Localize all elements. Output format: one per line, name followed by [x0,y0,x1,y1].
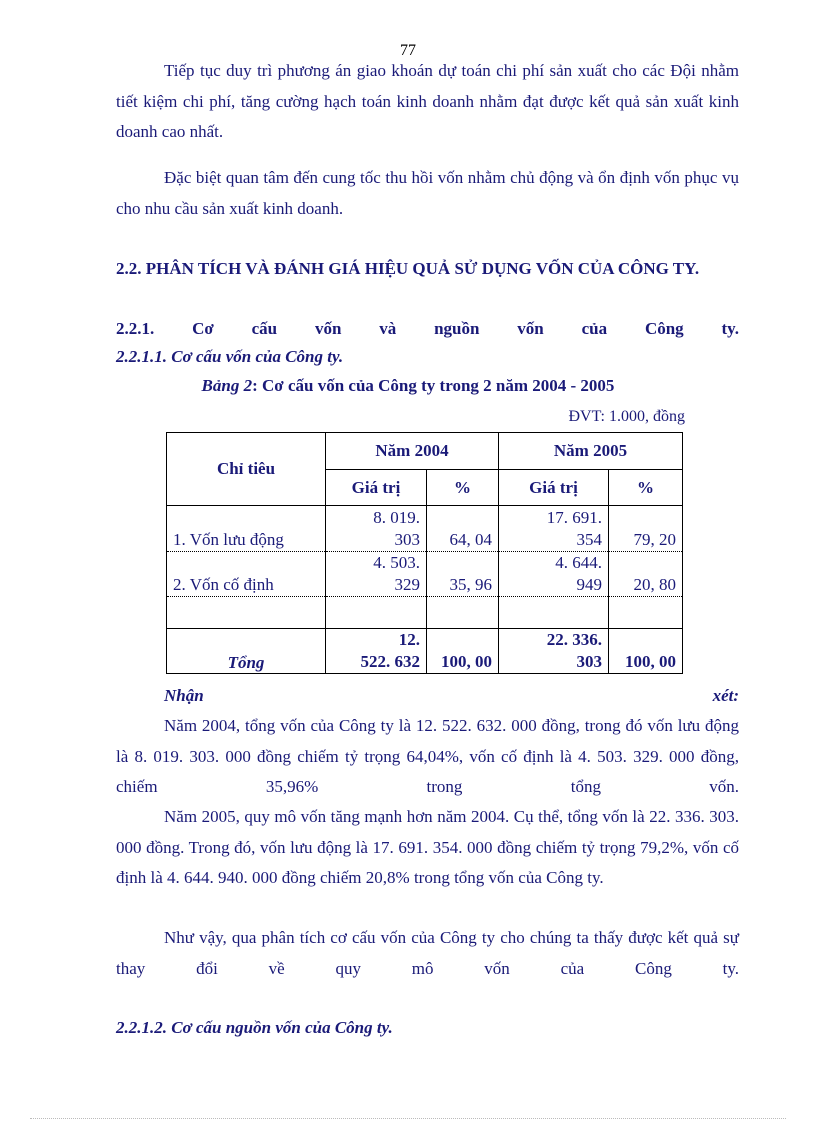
total-pct-2004: 100, 00 [427,629,499,674]
header-year-2004: Năm 2004 [326,433,499,470]
row-value-2004: 4. 503. 329 [326,552,427,597]
header-value-2004: Giá trị [326,470,427,506]
header-year-2005: Năm 2005 [499,433,683,470]
header-indicator: Chỉ tiêu [167,433,326,506]
subsection-heading: 2.2.1. Cơ cấu vốn và nguồn vốn của Công ty. [116,319,739,338]
header-value-2005: Giá trị [499,470,609,506]
total-value-2005: 22. 336. 303 [499,629,609,674]
row-pct-2004: 64, 04 [427,506,499,552]
row-pct-2004: 35, 96 [427,552,499,597]
intro-paragraph-1: Tiếp tục duy trì phương án giao khoán dự toán chi phí sản xuất cho các Đội nhằm tiết kiệm chi phí, tăng cường hạch toán kinh doanh nhằm đạt được kết quả sản xuất kinh doanh cao nhất. [116,61,739,141]
table-row [167,552,683,597]
analysis-paragraph-2: Năm 2005, quy mô vốn tăng mạnh hơn năm 2004. Cụ thể, tổng vốn là 22. 336. 303. 000 đồng. Trong đó, vốn lưu động là 17. 691. 354. 000 đồng chiếm tỷ trọng 79,2%, vốn cố định là 4. 644. 940. 000 đồng chiếm 20,8% trong tổng vốn của Công ty. [116,807,739,887]
analysis-paragraph-1: Năm 2004, tổng vốn của Công ty là 12. 522. 632. 000 đồng, trong đó vốn lưu động là 8. 019. 303. 000 đồng chiếm tỷ trọng 64,04%, vốn cố định là 4. 503. 329. 000 đồng, chiếm 35,96% trong tổng vốn. [116,716,739,796]
section-heading: 2.2. PHÂN TÍCH VÀ ĐÁNH GIÁ HIỆU QUẢ SỬ DỤNG VỐN CỦA CÔNG TY. [116,259,700,278]
table-unit: ĐVT: 1.000, đồng [568,408,685,425]
subsubsection-heading-1: 2.2.1.1. Cơ cấu vốn của Công ty. [116,347,344,366]
header-pct-2005: % [609,470,683,506]
page-bottom-divider [30,1118,786,1119]
row-pct-2005: 20, 80 [609,552,683,597]
remark-left: Nhận [164,686,204,705]
table-total-row [167,629,683,674]
remark-heading [164,686,739,706]
table-caption-text: : Cơ cấu vốn của Công ty trong 2 năm 2004 - 2005 [252,376,615,395]
total-label: Tổng [167,629,326,674]
total-value-2004: 12. 522. 632 [326,629,427,674]
analysis-paragraph-3: Như vậy, qua phân tích cơ cấu vốn của Công ty cho chúng ta thấy được kết quả sự thay đổi về quy mô vốn của Công ty. [116,928,739,978]
header-pct-2004: % [427,470,499,506]
table-row-empty [167,597,683,629]
row-label: 2. Vốn cố định [167,552,326,597]
row-pct-2005: 79, 20 [609,506,683,552]
page-number: 77 [400,42,416,59]
row-value-2004: 8. 019. 303 [326,506,427,552]
table-caption [0,376,816,396]
row-value-2005: 4. 644. 949 [499,552,609,597]
total-pct-2005: 100, 00 [609,629,683,674]
intro-paragraph-2: Đặc biệt quan tâm đến cung tốc thu hồi vốn nhằm chủ động và ổn định vốn phục vụ cho nhu cầu sản xuất kinh doanh. [116,168,739,218]
row-label: 1. Vốn lưu động [167,506,326,552]
capital-structure-table [166,432,683,674]
subsubsection-heading-2: 2.2.1.2. Cơ cấu nguồn vốn của Công ty. [116,1018,393,1037]
remark-right: xét: [712,686,739,705]
table-row [167,506,683,552]
table-caption-prefix: Bảng 2 [201,376,253,395]
row-value-2005: 17. 691. 354 [499,506,609,552]
